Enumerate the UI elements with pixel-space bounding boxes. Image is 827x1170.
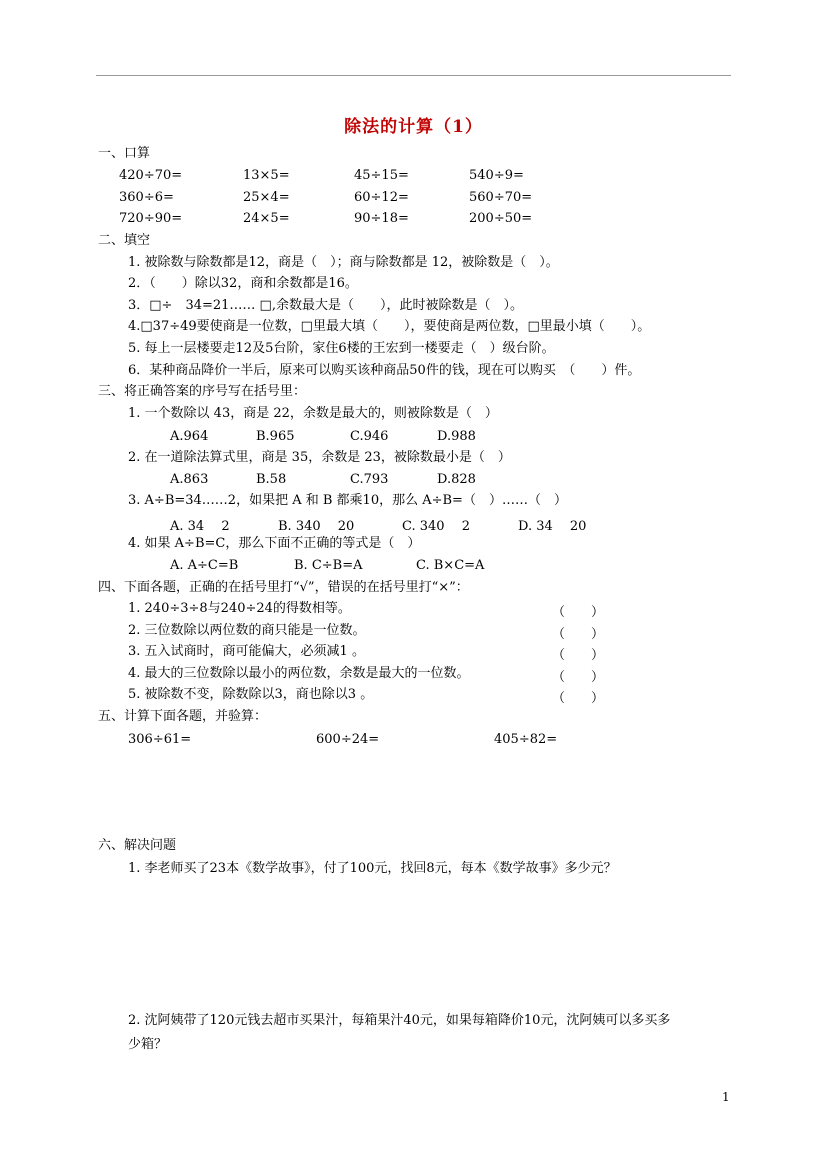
word-problem-2-line-2: 少箱？ bbox=[128, 1037, 168, 1052]
section-2-heading: 二、填空 bbox=[98, 233, 151, 248]
judge-item: 2. 三位数除以两位数的商只能是一位数。 bbox=[128, 623, 366, 638]
choice-option: C.793 bbox=[350, 472, 389, 487]
choice-option: B. 340 20 bbox=[278, 519, 355, 534]
choice-option: A.863 bbox=[170, 472, 209, 487]
choice-option: C. 340 2 bbox=[402, 519, 470, 534]
calc-item: 306÷61= bbox=[128, 732, 192, 747]
section-1-heading: 一、口算 bbox=[98, 146, 151, 161]
page-number: 1 bbox=[722, 1090, 730, 1104]
answer-parentheses: （ ） bbox=[552, 605, 605, 620]
math-cell: 24×5= bbox=[243, 211, 290, 226]
fill-item: 1. 被除数与除数都是12，商是（ ）；商与除数都是 12，被除数是（ ）。 bbox=[128, 255, 559, 270]
section-4-heading: 四、下面各题，正确的在括号里打“√”，错误的在括号里打“×”： bbox=[98, 580, 469, 595]
choice-option: C. B×C=A bbox=[416, 558, 485, 573]
choice-option: A. 34 2 bbox=[170, 519, 230, 534]
choice-option: B.58 bbox=[256, 472, 287, 487]
math-cell: 720÷90= bbox=[119, 211, 183, 226]
math-cell: 25×4= bbox=[243, 190, 290, 205]
choice-option: D.988 bbox=[437, 429, 476, 444]
math-cell: 540÷9= bbox=[469, 168, 524, 183]
math-cell: 420÷70= bbox=[119, 168, 183, 183]
choice-option: C.946 bbox=[350, 429, 389, 444]
choice-option: D. 34 20 bbox=[518, 519, 587, 534]
math-cell: 360÷6= bbox=[119, 190, 174, 205]
calc-item: 600÷24= bbox=[316, 732, 380, 747]
header-rule bbox=[96, 75, 731, 76]
section-6-heading: 六、解决问题 bbox=[98, 838, 177, 853]
section-3-heading: 三、将正确答案的序号写在括号里： bbox=[98, 384, 307, 399]
judge-item: 4. 最大的三位数除以最小的两位数，余数是最大的一位数。 bbox=[128, 666, 470, 681]
answer-parentheses: （ ） bbox=[552, 648, 605, 663]
choice-question: 2. 在一道除法算式里，商是 35，余数是 23，被除数最小是（ ） bbox=[128, 450, 511, 465]
judge-item: 3. 五入试商时，商可能偏大，必须减1 。 bbox=[128, 644, 365, 659]
judge-item: 1. 240÷3÷8与240÷24的得数相等。 bbox=[128, 601, 351, 616]
calc-item: 405÷82= bbox=[494, 732, 558, 747]
answer-parentheses: （ ） bbox=[552, 670, 605, 685]
word-problem-1: 1. 李老师买了23本《数学故事》，付了100元，找回8元，每本《数学故事》多少元？ bbox=[128, 861, 617, 876]
fill-item: 5. 每上一层楼要走12及5台阶，家住6楼的王宏到一楼要走（ ）级台阶。 bbox=[128, 341, 555, 356]
fill-item: 3．□÷ 34=21…… □,余数最大是（ ），此时被除数是（ ）。 bbox=[128, 298, 523, 313]
math-cell: 13×5= bbox=[243, 168, 290, 183]
math-cell: 45÷15= bbox=[354, 168, 409, 183]
math-cell: 560÷70= bbox=[469, 190, 533, 205]
page-title: 除法的计算（1） bbox=[344, 117, 483, 137]
section-5-heading: 五、计算下面各题，并验算： bbox=[98, 709, 268, 724]
choice-option: B.965 bbox=[256, 429, 295, 444]
math-cell: 60÷12= bbox=[354, 190, 409, 205]
math-cell: 90÷18= bbox=[354, 211, 409, 226]
fill-item: 6．某种商品降价一半后，原来可以购买该种商品50件的钱，现在可以购买 （ ）件。 bbox=[128, 363, 641, 378]
answer-parentheses: （ ） bbox=[552, 627, 605, 642]
fill-item: 4.□37÷49要使商是一位数，□里最大填（ ），要使商是两位数，□里最小填（ ）。 bbox=[128, 319, 651, 334]
choice-option: A.964 bbox=[170, 429, 209, 444]
choice-option: B. C÷B=A bbox=[294, 558, 363, 573]
choice-question: 4. 如果 A÷B=C，那么下面不正确的等式是（ ） bbox=[128, 536, 421, 551]
word-problem-2-line-1: 2. 沈阿姨带了120元钱去超市买果汁，每箱果汁40元，如果每箱降价10元，沈阿姨可以多买多 bbox=[128, 1013, 671, 1028]
math-cell: 200÷50= bbox=[469, 211, 533, 226]
choice-question: 3. A÷B=34……2，如果把 A 和 B 都乘10，那么 A÷B=（ ）……（ ） bbox=[128, 493, 567, 508]
answer-parentheses: （ ） bbox=[552, 691, 605, 706]
choice-option: D.828 bbox=[437, 472, 476, 487]
fill-item: 2．（ ）除以32，商和余数都是16。 bbox=[128, 276, 358, 291]
choice-question: 1. 一个数除以 43，商是 22，余数是最大的，则被除数是（ ） bbox=[128, 406, 498, 421]
judge-item: 5. 被除数不变，除数除以3，商也除以3 。 bbox=[128, 687, 374, 702]
choice-option: A. A÷C=B bbox=[170, 558, 239, 573]
